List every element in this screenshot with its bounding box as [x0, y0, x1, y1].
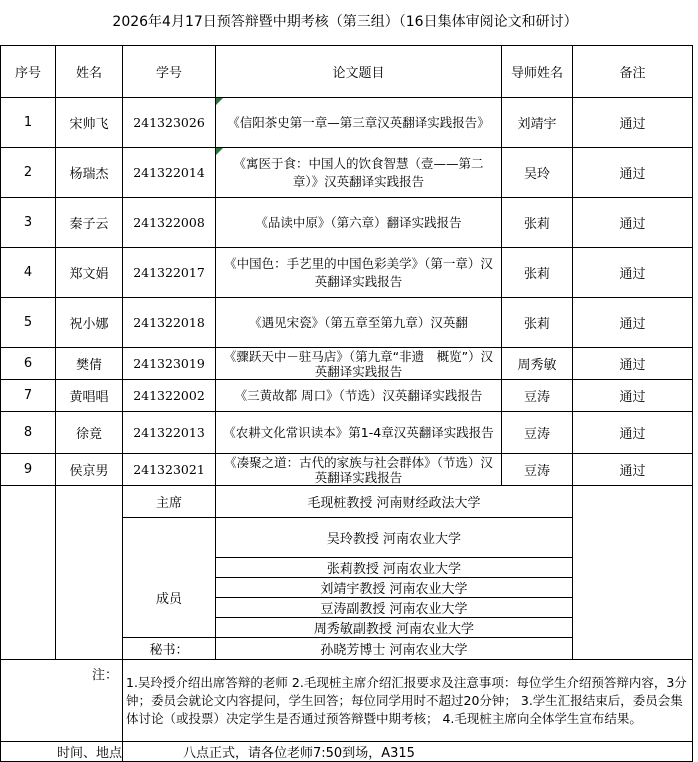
chair-label: 主席: [123, 486, 216, 518]
cell-advisor: 吴玲: [502, 148, 573, 198]
vice-member: 吴玲教授 河南农业大学: [216, 518, 573, 558]
cell-remark: 通过: [573, 380, 693, 412]
cell-name: 祝小娜: [56, 298, 123, 348]
cell-remark: 通过: [573, 298, 693, 348]
chair-member: 毛现桩教授 河南财经政法大学: [216, 486, 573, 518]
table-row: [1, 98, 693, 148]
cell-name: 郑文娟: [56, 248, 123, 298]
header-advisor: 导师姓名: [502, 46, 573, 98]
cell-index: 3: [1, 198, 56, 248]
schedule-table: [0, 45, 693, 762]
member-1: 张莉教授 河南农业大学: [216, 558, 573, 578]
header-name: 姓名: [56, 46, 123, 98]
cell-remark: 通过: [573, 412, 693, 454]
table-row: [1, 298, 693, 348]
cell-name: 樊倩: [56, 348, 123, 380]
time-place-label: 时间、地点: [1, 742, 123, 762]
sheet-title: 2026年4月17日预答辩暨中期考核（第三组）（16日集体审阅论文和研讨）: [0, 0, 690, 46]
cell-remark: 通过: [573, 348, 693, 380]
cell-name: 黄唱唱: [56, 380, 123, 412]
header-student-id: 学号: [123, 46, 216, 98]
table-row: [1, 248, 693, 298]
table-row: [1, 454, 693, 486]
cell-advisor: 豆涛: [502, 380, 573, 412]
secretary-member: 孙晓芳博士 河南农业大学: [216, 638, 573, 660]
cell-thesis: 《信阳茶史第一章—第三章汉英翻译实践报告》: [216, 98, 502, 148]
cell-student-id: 241322018: [123, 298, 216, 348]
header-thesis: 论文题目: [216, 46, 502, 98]
cell-advisor: 张莉: [502, 248, 573, 298]
cell-remark: 通过: [573, 454, 693, 486]
cell-thesis: 《三黄故都 周口》（节选）汉英翻译实践报告: [216, 380, 502, 412]
cell-thesis: 《农耕文化常识读本》第1-4章汉英翻译实践报告: [216, 412, 502, 454]
cell-index: 4: [1, 248, 56, 298]
header-row: [1, 46, 693, 98]
blank-cell: [56, 486, 123, 660]
table-row: [1, 380, 693, 412]
cell-thesis: 《品读中原》（第六章）翻译实践报告: [216, 198, 502, 248]
blank-cell: [123, 518, 216, 558]
time-place-row: [1, 742, 693, 762]
notes-text: 1.吴玲授介绍出席答辩的老师 2.毛现桩主席介绍汇报要求及注意事项：每位学生介绍预答辩内容，3分钟；委员会就论文内容提问，学生回答；每位同学用时不超过20分钟； 3.学生汇报结束后，委员会集体讨论（或投票）决定学生是否通过预答辩暨中期考核； 4.毛现桩主席向全体学生宣布结果。: [123, 660, 693, 742]
committee-chair-row: [1, 486, 693, 518]
notes-row: [1, 660, 693, 742]
table-row: [1, 348, 693, 380]
cell-advisor: 张莉: [502, 298, 573, 348]
cell-index: 8: [1, 412, 56, 454]
blank-cell: [1, 486, 56, 660]
cell-name: 秦子云: [56, 198, 123, 248]
cell-index: 9: [1, 454, 56, 486]
cell-remark: 通过: [573, 248, 693, 298]
notes-label: 注：: [1, 660, 123, 742]
cell-remark: 通过: [573, 148, 693, 198]
cell-thesis: 《遇见宋瓷》（第五章至第九章）汉英翻: [216, 298, 502, 348]
cell-advisor: 豆涛: [502, 454, 573, 486]
time-place-text: 八点正式，请各位老师7:50到场，A315: [123, 742, 693, 762]
cell-index: 5: [1, 298, 56, 348]
cell-name: 侯京男: [56, 454, 123, 486]
table-row: [1, 198, 693, 248]
table-row: [1, 412, 693, 454]
cell-student-id: 241322008: [123, 198, 216, 248]
cell-thesis: 《凑聚之道：古代的家族与社会群体》（节选）汉英翻译实践报告: [216, 454, 502, 486]
header-index: 序号: [1, 46, 56, 98]
cell-index: 6: [1, 348, 56, 380]
cell-student-id: 241323019: [123, 348, 216, 380]
cell-student-id: 241323026: [123, 98, 216, 148]
cell-index: 2: [1, 148, 56, 198]
cell-name: 徐竟: [56, 412, 123, 454]
cell-student-id: 241322017: [123, 248, 216, 298]
cell-student-id: 241322013: [123, 412, 216, 454]
secretary-label: 秘书：: [123, 638, 216, 660]
table-row: [1, 148, 693, 198]
cell-student-id: 241322002: [123, 380, 216, 412]
cell-advisor: 刘靖宇: [502, 98, 573, 148]
cell-remark: 通过: [573, 98, 693, 148]
cell-advisor: 豆涛: [502, 412, 573, 454]
cell-advisor: 张莉: [502, 198, 573, 248]
member-3: 豆涛副教授 河南农业大学: [216, 598, 573, 618]
header-remark: 备注: [573, 46, 693, 98]
cell-index: 7: [1, 380, 56, 412]
cell-student-id: 241323021: [123, 454, 216, 486]
member-2: 刘靖宇教授 河南农业大学: [216, 578, 573, 598]
cell-advisor: 周秀敏: [502, 348, 573, 380]
cell-thesis: 《寓医于食：中国人的饮食智慧（壹——第二章）》汉英翻译实践报告: [216, 148, 502, 198]
blank-cell: [573, 486, 693, 660]
member-4: 周秀敏副教授 河南农业大学: [216, 618, 573, 638]
cell-thesis: 《骤跃天中－驻马店》（第九章“非遗 概览”）汉英翻译实践报告: [216, 348, 502, 380]
members-label: 成员: [123, 558, 216, 638]
cell-name: 杨瑞杰: [56, 148, 123, 198]
cell-name: 宋帅飞: [56, 98, 123, 148]
cell-thesis: 《中国色：手艺里的中国色彩美学》（第一章）汉英翻译实践报告: [216, 248, 502, 298]
cell-remark: 通过: [573, 198, 693, 248]
cell-index: 1: [1, 98, 56, 148]
cell-student-id: 241322014: [123, 148, 216, 198]
